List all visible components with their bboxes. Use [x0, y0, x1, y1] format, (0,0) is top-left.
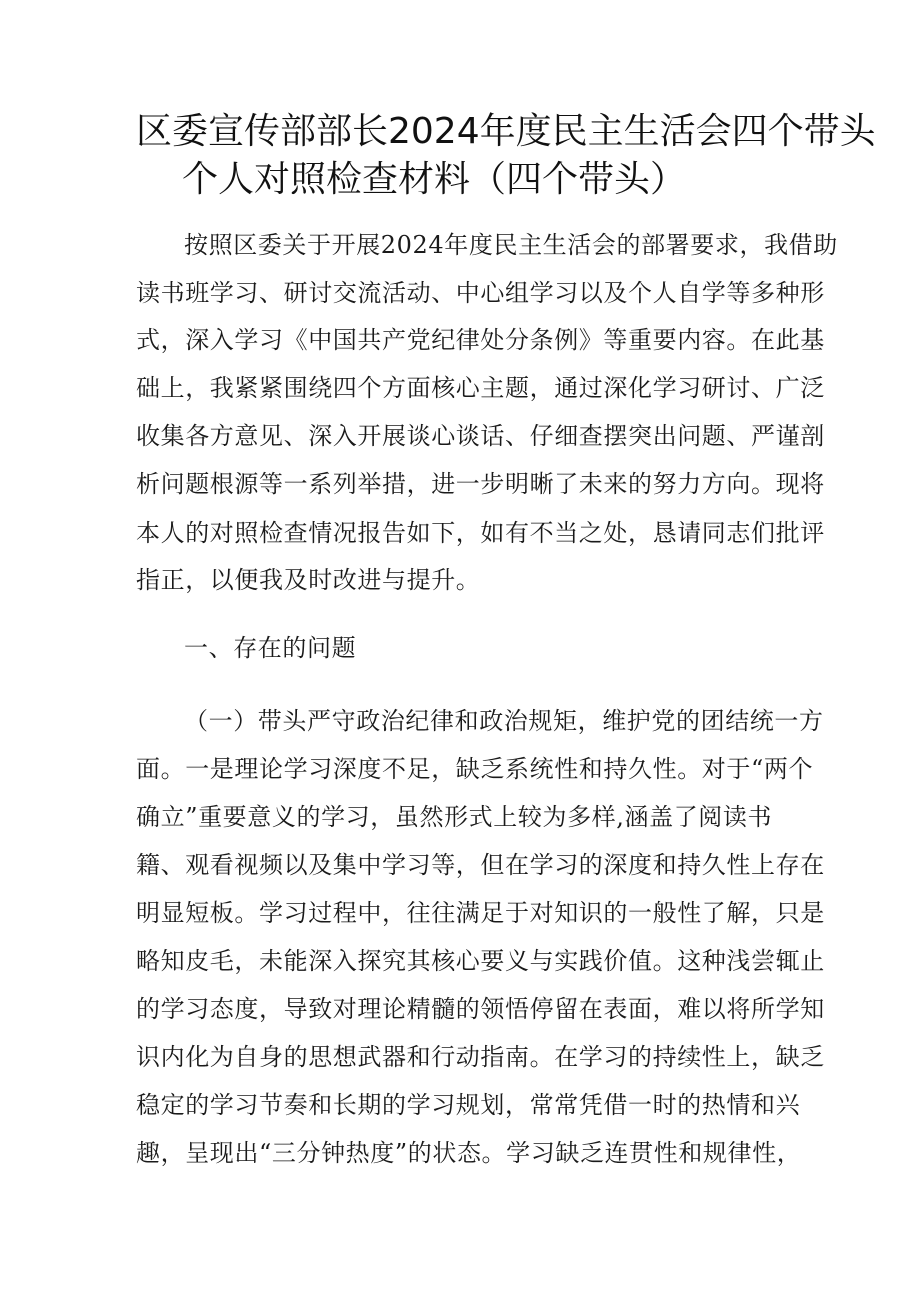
- section1-line-3: 确立”重要意义的学习，虽然形式上较为多样,涵盖了阅读书: [136, 803, 773, 831]
- intro-line-8: 指正，以便我及时改进与提升。: [136, 566, 481, 594]
- document-title-line-2: 个人对照检查材料（四个带头）: [182, 159, 687, 200]
- section1-line-6: 略知皮毛，未能深入探究其核心要义与实践价值。这种浅尝辄止: [136, 947, 825, 975]
- intro-line-6: 析问题根源等一系列举措，进一步明晰了未来的努力方向。现将: [136, 470, 825, 498]
- intro-line-4: 础上，我紧紧围绕四个方面核心主题，通过深化学习研讨、广泛: [136, 374, 825, 402]
- intro-line-1: 按照区委关于开展2024年度民主生活会的部署要求，我借助: [184, 231, 838, 259]
- section-heading: 一、存在的问题: [184, 634, 357, 662]
- section1-line-7: 的学习态度，导致对理论精髓的领悟停留在表面，难以将所学知: [136, 995, 825, 1023]
- intro-line-2: 读书班学习、研讨交流活动、中心组学习以及个人自学等多种形: [136, 279, 825, 307]
- section1-line-4: 籍、观看视频以及集中学习等，但在学习的深度和持久性上存在: [136, 851, 825, 879]
- section1-line-2: 面。一是理论学习深度不足，缺乏系统性和持久性。对于“两个: [136, 755, 814, 783]
- intro-line-3: 式，深入学习《中国共产党纪律处分条例》等重要内容。在此基: [136, 326, 825, 354]
- section1-line-8: 识内化为自身的思想武器和行动指南。在学习的持续性上，缺乏: [136, 1043, 825, 1071]
- section1-line-5: 明显短板。学习过程中，往往满足于对知识的一般性了解，只是: [136, 899, 825, 927]
- intro-line-5: 收集各方意见、深入开展谈心谈话、仔细查摆突出问题、严谨剖: [136, 422, 825, 450]
- section1-line-1: （一）带头严守政治纪律和政治规矩，维护党的团结统一方: [184, 707, 824, 735]
- document-title-line-1: 区委宣传部部长2024年度民主生活会四个带头: [136, 111, 876, 152]
- section1-line-9: 稳定的学习节奏和长期的学习规划，常常凭借一时的热情和兴: [136, 1091, 801, 1119]
- intro-line-7: 本人的对照检查情况报告如下，如有不当之处，恳请同志们批评: [136, 519, 825, 547]
- section1-line-10: 趣，呈现出“三分钟热度”的状态。学习缺乏连贯性和规律性，: [136, 1139, 802, 1167]
